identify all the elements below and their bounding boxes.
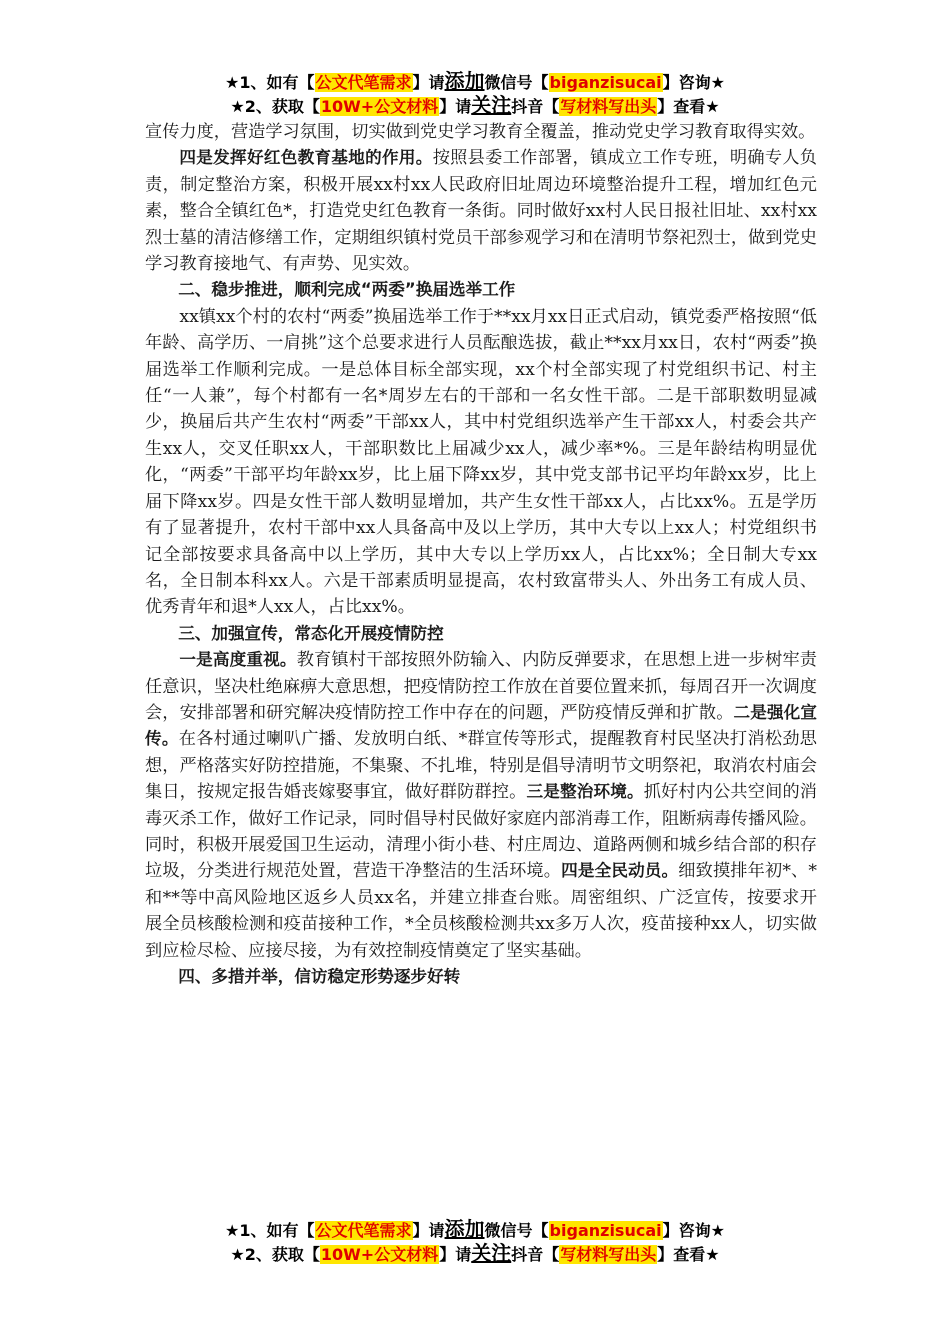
paragraph-red-base: 四是发挥好红色教育基地的作用。按照县委工作部署，镇成立工作专班，明确专人负责，制定整治方案，积极开展xx村xx人民政府旧址周边环境整治提升工程，增加红色元素，整合全镇红色*，打造党史红色教育一条街。同时做好xx村人民日报社旧址、xx村xx烈士墓的清洁修缮工作，定期组织镇村党员干部参观学习和在清明节祭祀烈士，做到党史学习教育接地气、有声势、见实效。 [145, 148, 817, 275]
section-heading-3: 三、加强宣传，常态化开展疫情防控 [178, 623, 444, 643]
paragraph-epidemic: 一是高度重视。教育镇村干部按照外防输入、内防反弹要求，在思想上进一步树牢责任意识，坚决杜绝麻痹大意思想，把疫情防控工作放在首要位置来抓，每周召开一次调度会，安排部署和研究解决疫情防控工作中存在的问题，严防疫情反弹和扩散。二是强化宣传。在各村通过喇叭广播、发放明白纸、*群宣传等形式，提醒教育村民坚决打消松劲思想，严格落实好防控措施，不集聚、不扎堆，特别是倡导清明节文明祭祀，取消农村庙会集日，按规定报告婚丧嫁娶事宜，做好群防群控。三是整治环境。抓好村内公共空间的消毒灭杀工作，做好工作记录，同时倡导村民做好家庭内部消毒工作，阻断病毒传播风险。同时，积极开展爱国卫生运动，清理小街小巷、村庄周边、道路两侧和城乡结合部的积存垃圾，分类进行规范处置，营造干净整洁的生活环境。四是全民动员。细致摸排年初*、*和**等中高风险地区返乡人员xx名，并建立排查台账。周密组织、广泛宣传，按要求开展全员核酸检测和疫苗接种工作，*全员核酸检测共xx多万人次，疫苗接种xx人，切实做到应检尽检、应接尽接，为有效控制疫情奠定了坚实基础。 [145, 650, 817, 961]
banner-highlight-douyin: 写材料写出头 [560, 97, 657, 116]
paragraph-continued: 宣传力度，营造学习氛围，切实做到党史学习教育全覆盖，推动党史学习教育取得实效。 [145, 122, 816, 142]
banner-highlight-materials: 10W+公文材料 [320, 97, 439, 116]
footer-line-1: ★1、如有【公文代笔需求】请添加微信号【biganzisucai】咨询★ [225, 1217, 725, 1241]
banner-line-1: ★1、如有【公文代笔需求】请添加微信号【biganzisucai】咨询★ [225, 69, 725, 93]
banner-highlight-wechat-id: biganzisucai [549, 73, 662, 92]
footer-banner [0, 1218, 950, 1266]
section-heading-2: 二、稳步推进，顺利完成“两委”换届选举工作 [178, 280, 516, 300]
document-body [145, 119, 817, 990]
paragraph-election: xx镇xx个村的农村“两委”换届选举工作于**xx月xx日正式启动，镇党委严格按照“低年龄、高学历、一肩挑”这个总要求进行人员酝酿选拔，截止**xx月xx日，农村“两委”换届选举工作顺利完成。一是总体目标全部实现，xx个村全部实现了村党组织书记、村主任“一人兼”，每个村都有一名*周岁左右的干部和一名女性干部。二是干部职数明显减少，换届后共产生农村“两委”干部xx人，其中村党组织选举产生干部xx人，村委会共产生xx人，交叉任职xx人，干部职数比上届减少xx人，减少率*%。三是年龄结构明显优化，“两委”干部平均年龄xx岁，比上届下降xx岁，其中党支部书记平均年龄xx岁，比上届下降xx岁。四是女性干部人数明显增加，共产生女性干部xx人，占比xx%。五是学历有了显著提升，农村干部中xx人具备高中及以上学历，其中大专以上xx人；村党组织书记全部按要求具备高中以上学历，其中大专以上学历xx人，占比xx%；全日制大专xx名，全日制本科xx人。六是干部素质明显提高，农村致富带头人、外出务工有成人员、优秀青年和退*人xx人，占比xx%。 [145, 306, 817, 618]
header-banner [0, 70, 950, 118]
section-heading-4: 四、多措并举，信访稳定形势逐步好转 [178, 967, 461, 986]
banner-line-2: ★2、获取【10W+公文材料】请关注抖音【写材料写出头】查看★ [230, 93, 720, 117]
banner-highlight-service: 公文代笔需求 [315, 73, 412, 92]
footer-line-2: ★2、获取【10W+公文材料】请关注抖音【写材料写出头】查看★ [230, 1241, 720, 1265]
